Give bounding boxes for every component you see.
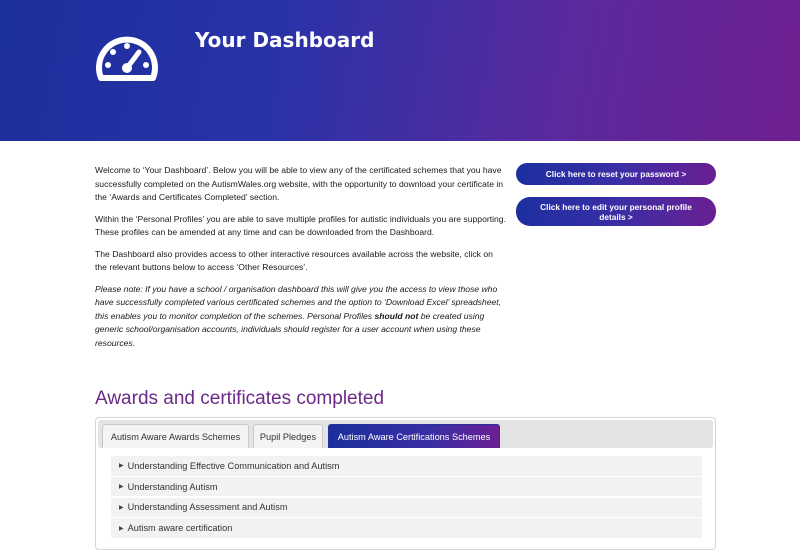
tab-autism-aware-awards-schemes[interactable]: Autism Aware Awards Schemes: [102, 424, 249, 448]
caret-right-icon: ▶: [119, 463, 124, 470]
intro-paragraph-profiles: Within the ‘Personal Profiles’ you are able to save multiple profiles for autistic individuals you are supporting. These profiles can be amended at any time and can be downloaded from the Dashboard.: [95, 213, 506, 237]
list-item[interactable]: [111, 477, 702, 497]
tab-autism-aware-certifications-schemes[interactable]: Autism Aware Certifications Schemes: [328, 424, 500, 448]
reset-password-button[interactable]: Click here to reset your password >: [516, 163, 716, 185]
list-item[interactable]: [111, 518, 702, 538]
caret-right-icon: ▶: [119, 525, 124, 532]
intro-note: [95, 283, 507, 351]
page-title: Your Dashboard: [195, 28, 375, 52]
awards-panel: [95, 417, 716, 550]
list-item[interactable]: [111, 498, 702, 518]
edit-profile-button[interactable]: Click here to edit your personal profile details >: [516, 197, 716, 226]
caret-right-icon: ▶: [119, 504, 124, 511]
awards-section-title: Awards and certificates completed: [95, 388, 385, 409]
note-text-after: be created using generic school/organisation accounts, individuals should register for a user account when using these resources.: [95, 310, 485, 348]
note-text-before: Please note: If you have a school / organisation dashboard this will give you the access to view those who have successfully completed various certificated schemes and the option to ‘Download Excel’ spreadsheet, this enables you to monitor completion of the schemes. Personal Profiles: [95, 283, 502, 321]
note-emphasis: should not: [374, 310, 419, 321]
dashboard-gauge-icon: [95, 32, 159, 82]
list-item-label: Understanding Effective Communication and Autism: [127, 460, 340, 471]
dashboard-header: [0, 0, 800, 141]
list-item-label: Autism aware certification: [127, 523, 233, 534]
list-item[interactable]: [111, 456, 702, 476]
list-item-label: Understanding Autism: [127, 481, 218, 492]
certifications-list: [111, 456, 702, 539]
awards-tabbar: [98, 420, 713, 448]
intro-text: [95, 164, 507, 358]
intro-paragraph-welcome: Welcome to ‘Your Dashboard’. Below you will be able to view any of the certificated schemes that you have successfully completed on the AutismWales.org website, with the opportunity to download your certificate in the ‘Awards and Certificates Completed’ section.: [95, 165, 504, 202]
caret-right-icon: ▶: [119, 484, 124, 491]
tab-pupil-pledges[interactable]: Pupil Pledges: [253, 424, 323, 448]
list-item-label: Understanding Assessment and Autism: [127, 502, 288, 513]
intro-paragraph-resources: The Dashboard also provides access to other interactive resources available across the website, click on the relevant buttons below to access ‘Other Resources’.: [95, 248, 493, 272]
